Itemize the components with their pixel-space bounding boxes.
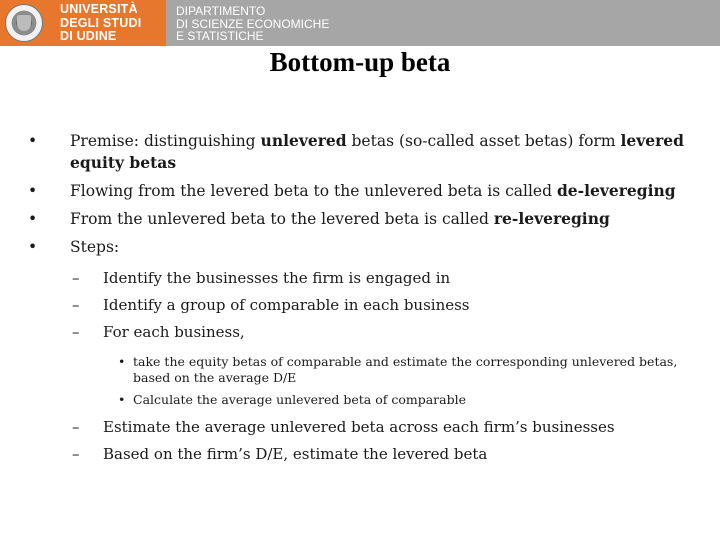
bullet-text: From the unlevered beta to the levered beta is called — [70, 210, 494, 228]
bullet-item — [28, 236, 698, 258]
dash-icon: – — [72, 296, 80, 314]
substep-item — [28, 392, 698, 408]
bullet-emphasis: levered equity betas — [70, 131, 684, 172]
dash-icon: – — [72, 445, 80, 463]
bullet-text: Flowing from the levered beta to the unlevered beta is called — [70, 182, 557, 200]
slide-content — [28, 130, 698, 471]
bullet-emphasis: re-levereging — [493, 209, 610, 228]
bullet-icon: • — [28, 132, 38, 150]
university-name-line: UNIVERSITÀ — [60, 2, 138, 16]
substep-text: Calculate the average unlevered beta of comparable — [133, 392, 467, 407]
step-text: Based on the firm’s D/E, estimate the levered beta — [103, 445, 488, 463]
university-name-line: DEGLI STUDI — [60, 15, 142, 30]
bullet-text: Premise: distinguishing — [70, 132, 261, 150]
step-item — [28, 268, 698, 288]
department-name-line: DIPARTIMENTO — [176, 4, 266, 18]
step-item — [28, 295, 698, 315]
bullet-icon: • — [28, 182, 38, 200]
step-text: For each business, — [103, 323, 245, 341]
dash-icon: – — [72, 418, 80, 436]
university-name-line: DI UDINE — [60, 29, 117, 43]
bullet-icon: • — [28, 238, 38, 256]
dash-icon: – — [72, 269, 80, 287]
dash-icon: – — [72, 323, 80, 341]
step-item — [28, 444, 698, 464]
step-item — [28, 322, 698, 342]
bullet-item — [28, 130, 698, 174]
substep-text: take the equity betas of comparable and estimate the corresponding unlevered betas, based on the average D/E — [133, 354, 678, 385]
university-crest-icon — [5, 4, 43, 42]
step-text: Identify a group of comparable in each business — [103, 296, 470, 314]
bullet-item — [28, 180, 698, 202]
step-text: Estimate the average unlevered beta across each firm’s businesses — [103, 418, 615, 436]
header-band — [0, 0, 720, 46]
bullet-icon: • — [28, 210, 38, 228]
bullet-emphasis: de-levereging — [556, 181, 676, 200]
department-name-line: DI SCIENZE ECONOMICHE — [176, 16, 330, 31]
department-name — [176, 5, 436, 43]
bullet-item — [28, 208, 698, 230]
bullet-icon: • — [118, 354, 126, 369]
substep-item — [28, 354, 698, 386]
bullet-text: betas (so-called asset betas) form — [346, 132, 621, 150]
bullet-icon: • — [118, 392, 126, 407]
university-name — [60, 3, 164, 44]
university-logo-block — [0, 0, 166, 46]
slide-title: Bottom-up beta — [269, 47, 451, 77]
bullet-emphasis: unlevered — [260, 131, 347, 150]
step-item — [28, 417, 698, 437]
bullet-text: Steps: — [70, 238, 120, 256]
step-text: Identify the businesses the firm is engaged in — [103, 269, 451, 287]
department-name-line: E STATISTICHE — [176, 29, 264, 43]
